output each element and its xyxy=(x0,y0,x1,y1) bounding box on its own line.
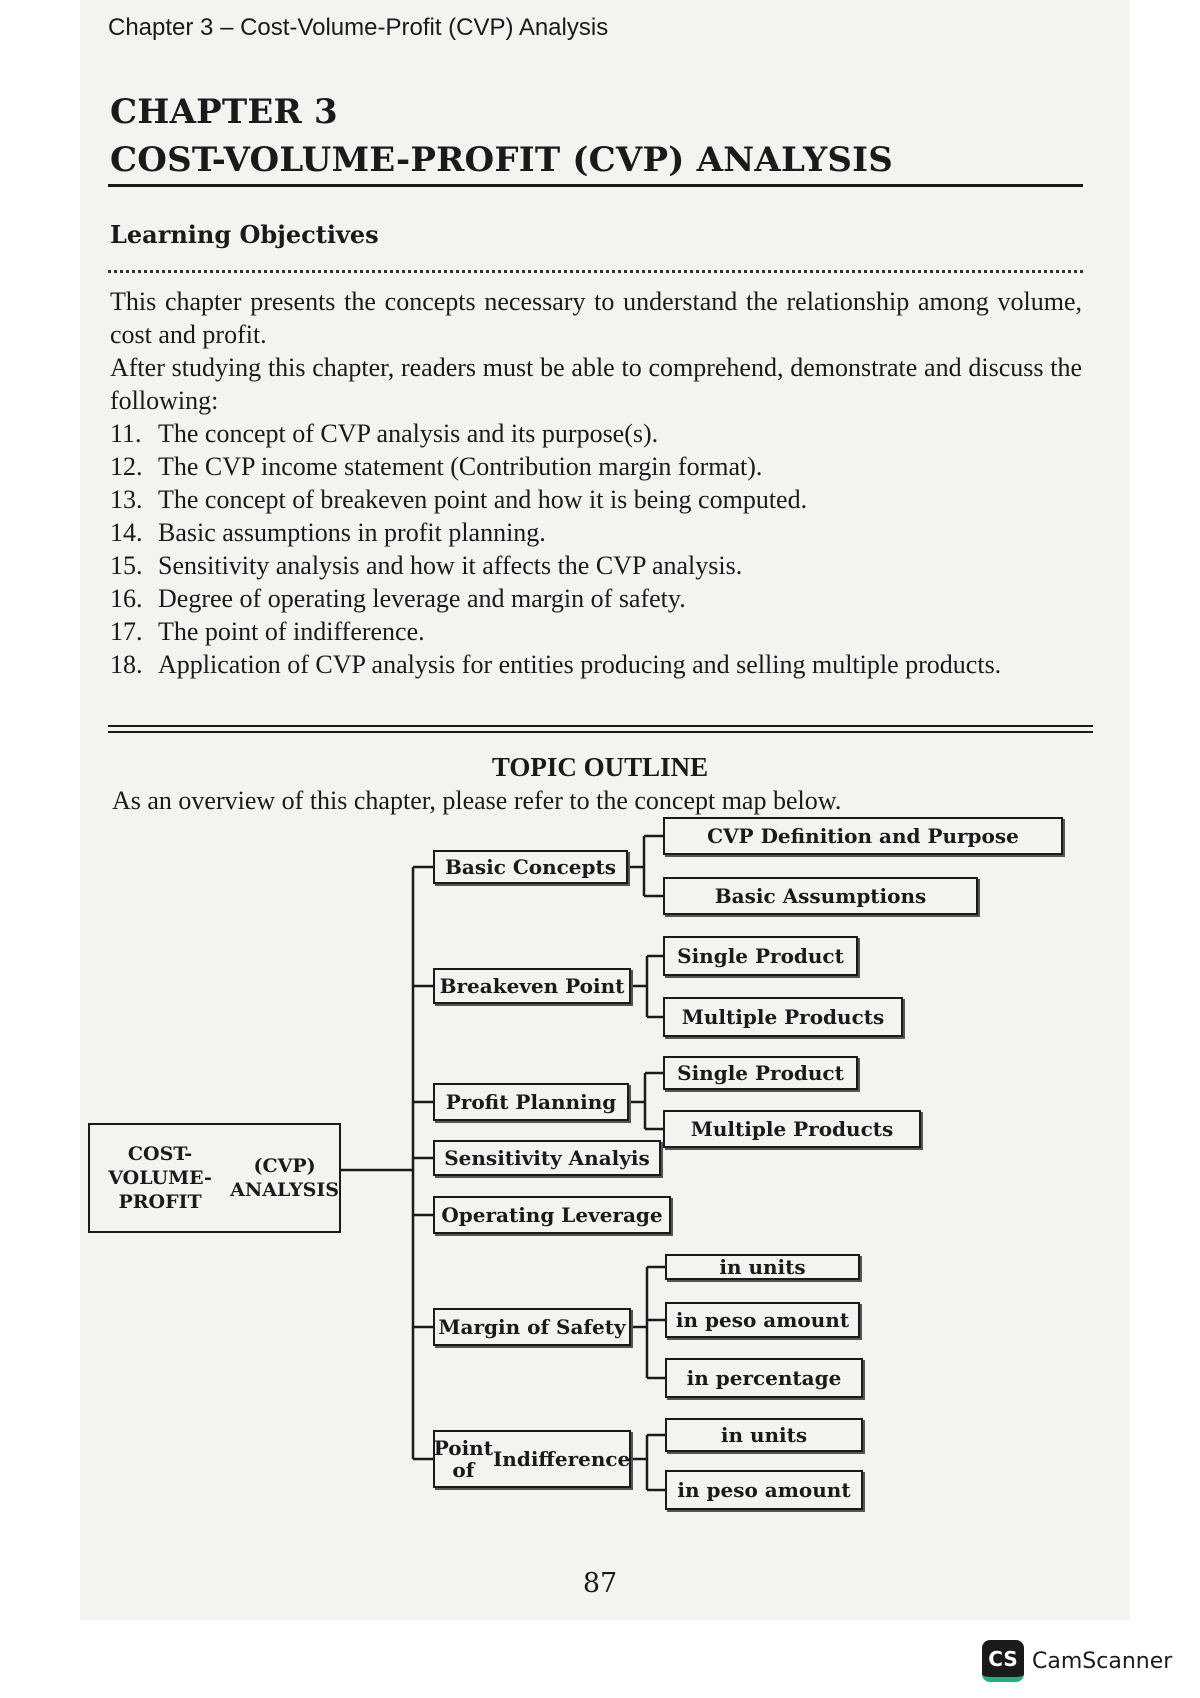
item-text: The concept of breakeven point and how it is being computed. xyxy=(158,485,808,514)
topic-profit-planning-label: Profit Planning xyxy=(445,1090,617,1114)
item-text: Sensitivity analysis and how it affects the CVP analysis. xyxy=(158,551,743,580)
camscanner-name: CamScanner xyxy=(1032,1648,1173,1674)
topic-breakeven-point-child-multiple-products xyxy=(663,997,903,1037)
topic-point-of-indifference-child-in-units xyxy=(665,1418,863,1452)
topic-point-of-indifference xyxy=(433,1430,631,1488)
root-node-label: (CVP) ANALYSIS xyxy=(230,1155,339,1201)
camscanner-watermark xyxy=(982,1640,1172,1682)
topic-point-of-indifference-child-in-peso-amount-label: in peso amount xyxy=(677,1478,851,1502)
topic-margin-of-safety xyxy=(433,1308,631,1346)
topic-breakeven-point-child-multiple-products-label: Multiple Products xyxy=(681,1005,885,1029)
topic-profit-planning-child-multiple-products xyxy=(663,1110,921,1148)
item-text: The concept of CVP analysis and its purpose(s). xyxy=(158,419,659,448)
topic-outline-intro: As an overview of this chapter, please refer to the concept map below. xyxy=(112,786,842,815)
topic-point-of-indifference-label: Indifference xyxy=(492,1447,631,1471)
topic-basic-concepts-child-basic-assumptions-label: Basic Assumptions xyxy=(714,884,927,908)
topic-profit-planning-child-single-product xyxy=(663,1056,858,1090)
topic-margin-of-safety-child-in-peso-amount xyxy=(665,1302,860,1338)
topic-point-of-indifference-child-in-units-label: in units xyxy=(720,1423,808,1447)
topic-sensitivity-analyis xyxy=(433,1140,661,1176)
item-number: 16. xyxy=(110,584,143,613)
camscanner-logo: CS xyxy=(982,1640,1024,1682)
item-number: 12. xyxy=(110,452,143,481)
topic-basic-concepts xyxy=(433,850,628,884)
intro-paragraph-1: This chapter presents the concepts necessary to understand the relationship among volume, cost and profit. xyxy=(110,287,1082,349)
topic-operating-leverage-label: Operating Leverage xyxy=(441,1203,663,1227)
topic-margin-of-safety-child-in-units-label: in units xyxy=(719,1255,806,1279)
topic-margin-of-safety-child-in-peso-amount-label: in peso amount xyxy=(675,1308,850,1332)
item-number: 11. xyxy=(110,419,142,448)
item-text: The CVP income statement (Contribution margin format). xyxy=(158,452,763,481)
topic-profit-planning-child-multiple-products-label: Multiple Products xyxy=(690,1117,894,1141)
running-header: Chapter 3 – Cost-Volume-Profit (CVP) Analysis xyxy=(108,14,609,41)
topic-margin-of-safety-child-in-units xyxy=(665,1254,860,1280)
item-number: 18. xyxy=(110,650,143,679)
chapter-label: CHAPTER 3 xyxy=(110,92,338,132)
topic-breakeven-point-child-single-product-label: Single Product xyxy=(677,944,844,968)
item-number: 15. xyxy=(110,551,143,580)
item-number: 13. xyxy=(110,485,143,514)
topic-profit-planning xyxy=(433,1083,629,1121)
item-number: 14. xyxy=(110,518,143,547)
topic-margin-of-safety-label: Margin of Safety xyxy=(438,1315,626,1339)
topic-profit-planning-child-single-product-label: Single Product xyxy=(677,1061,844,1085)
topic-outline-heading: TOPIC OUTLINE xyxy=(491,752,709,782)
item-number: 17. xyxy=(110,617,143,646)
topic-margin-of-safety-child-in-percentage-label: in percentage xyxy=(686,1366,842,1390)
topic-breakeven-point-child-single-product xyxy=(663,936,858,976)
item-text: Degree of operating leverage and margin of safety. xyxy=(158,584,686,613)
learning-objectives-heading: Learning Objectives xyxy=(110,220,379,249)
topic-breakeven-point xyxy=(433,968,631,1004)
topic-point-of-indifference-child-in-peso-amount xyxy=(665,1470,863,1510)
topic-basic-concepts-child-basic-assumptions xyxy=(663,877,978,915)
topic-margin-of-safety-child-in-percentage xyxy=(665,1358,863,1398)
topic-sensitivity-analyis-label: Sensitivity Analyis xyxy=(444,1146,650,1170)
item-text: Application of CVP analysis for entities producing and selling multiple products. xyxy=(158,650,1002,679)
item-text: The point of indifference. xyxy=(158,617,425,646)
item-text: Basic assumptions in profit planning. xyxy=(158,518,546,547)
page-number: 87 xyxy=(582,1568,618,1599)
chapter-name: COST-VOLUME-PROFIT (CVP) ANALYSIS xyxy=(110,140,894,180)
root-node-label: COST-VOLUME-PROFIT xyxy=(108,1143,212,1213)
topic-point-of-indifference-label: Point of xyxy=(433,1436,493,1482)
topic-basic-concepts-child-cvp-definition-and-purpose-label: CVP Definition and Purpose xyxy=(707,824,1019,848)
topic-basic-concepts-label: Basic Concepts xyxy=(444,855,617,879)
topic-operating-leverage xyxy=(433,1196,671,1234)
root-node xyxy=(88,1123,341,1233)
topic-basic-concepts-child-cvp-definition-and-purpose xyxy=(663,817,1063,855)
intro-paragraph-2: After studying this chapter, readers must be able to comprehend, demonstrate and discuss the following: xyxy=(110,353,1082,415)
topic-breakeven-point-label: Breakeven Point xyxy=(439,974,625,998)
